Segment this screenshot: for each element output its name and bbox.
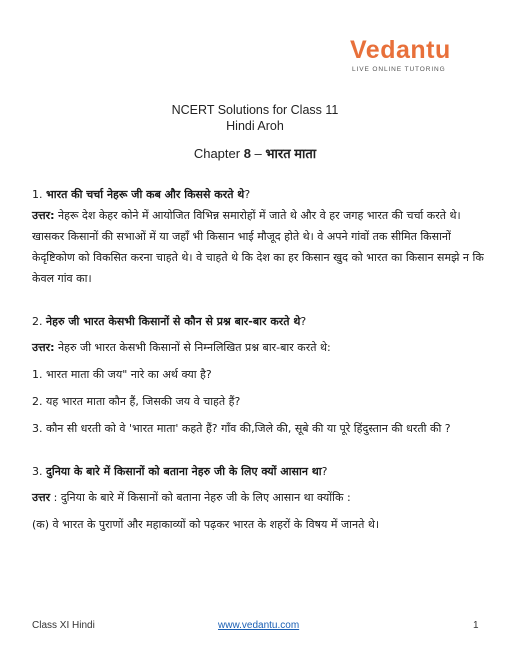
chapter-title: भारत माता xyxy=(265,146,317,161)
answer-2 xyxy=(32,337,486,358)
footer-class-label: Class XI Hindi xyxy=(32,620,95,631)
list-item: 3. कौन सी धरती को वे 'भारत माता' कहते हैं? गाँव की,जिले की, सूबे की या पूरे हिंदुस्तान की धरती की ? xyxy=(32,422,451,435)
list-item: 2. यह भारत माता कौन हैं, जिसकी जय वे चाहते हैं? xyxy=(32,395,241,408)
answer-text: : दुनिया के बारे में किसानों को बताना नेहरु जी के लिए आसान था क्योंकि : xyxy=(50,491,351,504)
chapter-prefix: Chapter xyxy=(193,146,244,161)
logo-tagline: LIVE ONLINE TUTORING xyxy=(352,66,446,73)
question-number: 3. xyxy=(32,465,46,478)
answer-3 xyxy=(32,487,486,508)
doc-title: NCERT Solutions for Class 11 xyxy=(171,103,339,117)
answer-text: नेहरु जी भारत केसभी किसानों से निम्नलिखित प्रश्न बार-बार करते थे: xyxy=(54,341,331,354)
answer-1 xyxy=(32,205,486,289)
chapter-heading xyxy=(0,144,510,162)
doc-subject: Hindi Aroh xyxy=(226,119,284,133)
question-mark: ? xyxy=(244,188,251,201)
list-item: 1. भारत माता की जय" नारे का अर्थ क्या है? xyxy=(32,368,212,381)
question-1 xyxy=(32,184,486,205)
footer-website-link[interactable]: www.vedantu.com xyxy=(218,620,300,631)
answer-label: उत्तर xyxy=(32,491,51,504)
logo-wordmark: Vedantu xyxy=(350,36,451,64)
question-3 xyxy=(32,461,486,482)
page-number: 1 xyxy=(473,620,479,631)
question-number: 1. xyxy=(32,188,46,201)
chapter-sep: – xyxy=(250,146,266,161)
question-mark: ? xyxy=(321,465,328,478)
document-body xyxy=(32,184,486,535)
question-text: नेहरु जी भारत केसभी किसानों से कौन से प्रश्न बार-बार करते थे xyxy=(46,315,301,328)
question-mark: ? xyxy=(300,315,307,328)
list-item: (क) वे भारत के पुराणों और महाकाव्यों को पढ़कर भारत के शहरों के विषय में जानते थे। xyxy=(32,518,380,531)
answer-text: नेहरू देश केहर कोने में आयोजित विभिन्न समारोहों में जाते थे और वे हर जगह भारत की चर्चा करते थे। खासकर किसानों की सभाओं में या जहाँ भी किसान भाई मौजूद होते थे। वे अपने गांवों तक सीमित किसानों केदृष्टिकोण को विकसित करना चाहते थे। वे चाहते थे कि देश का हर किसान खुद को भारत का किसान समझे न कि केवल गांव का। xyxy=(32,209,484,285)
answer-label: उत्तर: xyxy=(32,209,55,222)
question-2 xyxy=(32,311,486,332)
question-number: 2. xyxy=(32,315,46,328)
question-text: भारत की चर्चा नेहरू जी कब और किससे करते थे xyxy=(46,188,245,201)
chapter-number: 8 xyxy=(243,146,251,161)
question-text: दुनिया के बारे में किसानों को बताना नेहरु जी के लिए क्यों आसान था xyxy=(46,465,322,478)
vedantu-logo xyxy=(350,38,460,78)
answer-label: उत्तर: xyxy=(32,341,55,354)
